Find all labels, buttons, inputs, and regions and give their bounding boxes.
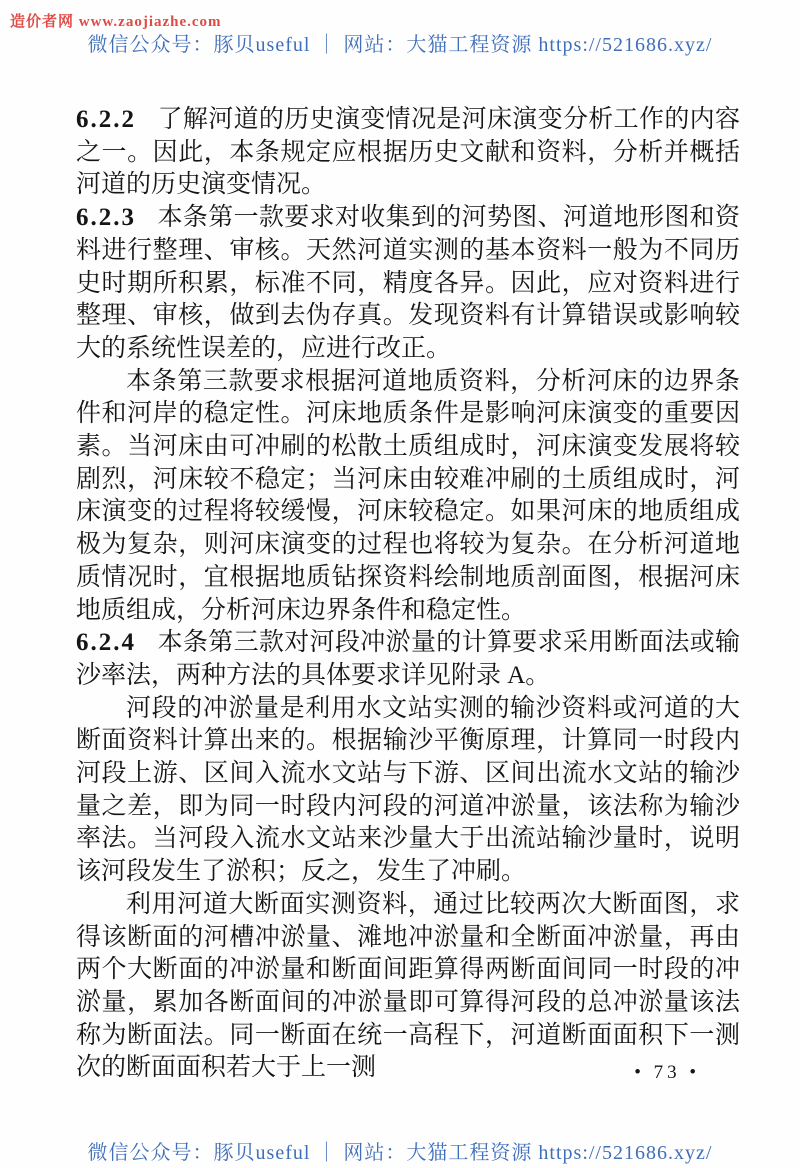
- paragraph-cross-section-method: [76, 889, 740, 1085]
- watermark-footer: 微信公众号：豚贝useful ｜ 网站：大猫工程资源 https://521686.xyz/: [87, 1142, 713, 1164]
- paragraph-text: 本条第三款要求根据河道地质资料，分析河床的边界条件和河岸的稳定性。河床地质条件是影响河床演变的重要因素。当河床由可冲刷的松散土质组成时，河床演变发展将较剧烈，河床较不稳定；当河床由较难冲刷的土质组成时，河床演变的过程将较缓慢，河床较稳定。如果河床的地质组成极为复杂，则河床演变的过程也将较为复杂。在分析河道地质情况时，宜根据地质钻探资料绘制地质剖面图，根据河床地质组成，分析河床边界条件和稳定性。: [76, 367, 740, 624]
- paragraph-6-2-4: [76, 627, 740, 692]
- paragraph-text: 本条第一款要求对收集到的河势图、河道地形图和资料进行整理、审核。天然河道实测的基本资料一般为不同历史时期所积累，标准不同，精度各异。因此，应对资料进行整理、审核，做到去伪存真。发现资料有计算错误或影响较大的系统性误差的，应进行改正。: [76, 204, 740, 362]
- watermark-zaojiazhe: 造价者网 www.zaojiazhe.com: [10, 14, 222, 30]
- paragraph-sediment-transport-method: [76, 693, 740, 889]
- paragraph-text: 河段的冲淤量是利用水文站实测的输沙资料或河道的大断面资料计算出来的。根据输沙平衡原理，计算同一时段内河段上游、区间入流水文站与下游、区间出流水文站的输沙量之差，即为同一时段内河段的河道冲淤量，该法称为输沙率法。当河段入流水文站来沙量大于出流站输沙量时，说明该河段发生了淤积；反之，发生了冲刷。: [76, 694, 740, 886]
- paragraph-text: 利用河道大断面实测资料，通过比较两次大断面图，求得该断面的河槽冲淤量、滩地冲淤量和全断面冲淤量，再由两个大断面的冲淤量和断面间距算得两断面间同一时段的冲淤量，累加各断面间的冲淤量即可算得河段的总冲淤量该法称为断面法。同一断面在统一高程下，河道断面面积下一测次的断面面积若大于上一测: [76, 890, 740, 1082]
- section-number: 6.2.2: [76, 106, 136, 133]
- document-body: [76, 104, 740, 1085]
- paragraph-6-2-3: [76, 202, 740, 366]
- section-number: 6.2.4: [76, 629, 136, 657]
- paragraph-text: 了解河道的历史演变情况是河床演变分析工作的内容之一。因此，本条规定应根据历史文献和资料，分析并概括河道的历史演变情况。: [76, 106, 740, 199]
- watermark-header: 微信公众号：豚贝useful ｜ 网站：大猫工程资源 https://521686.xyz/: [87, 34, 713, 56]
- paragraph-text: 本条第三款对河段冲淤量的计算要求采用断面法或输沙率法，两种方法的具体要求详见附录 A。: [76, 629, 740, 689]
- paragraph-geology-note: [76, 366, 740, 628]
- page-number: • 73 •: [634, 1062, 700, 1083]
- paragraph-6-2-2: [76, 104, 740, 202]
- section-number: 6.2.3: [76, 204, 136, 232]
